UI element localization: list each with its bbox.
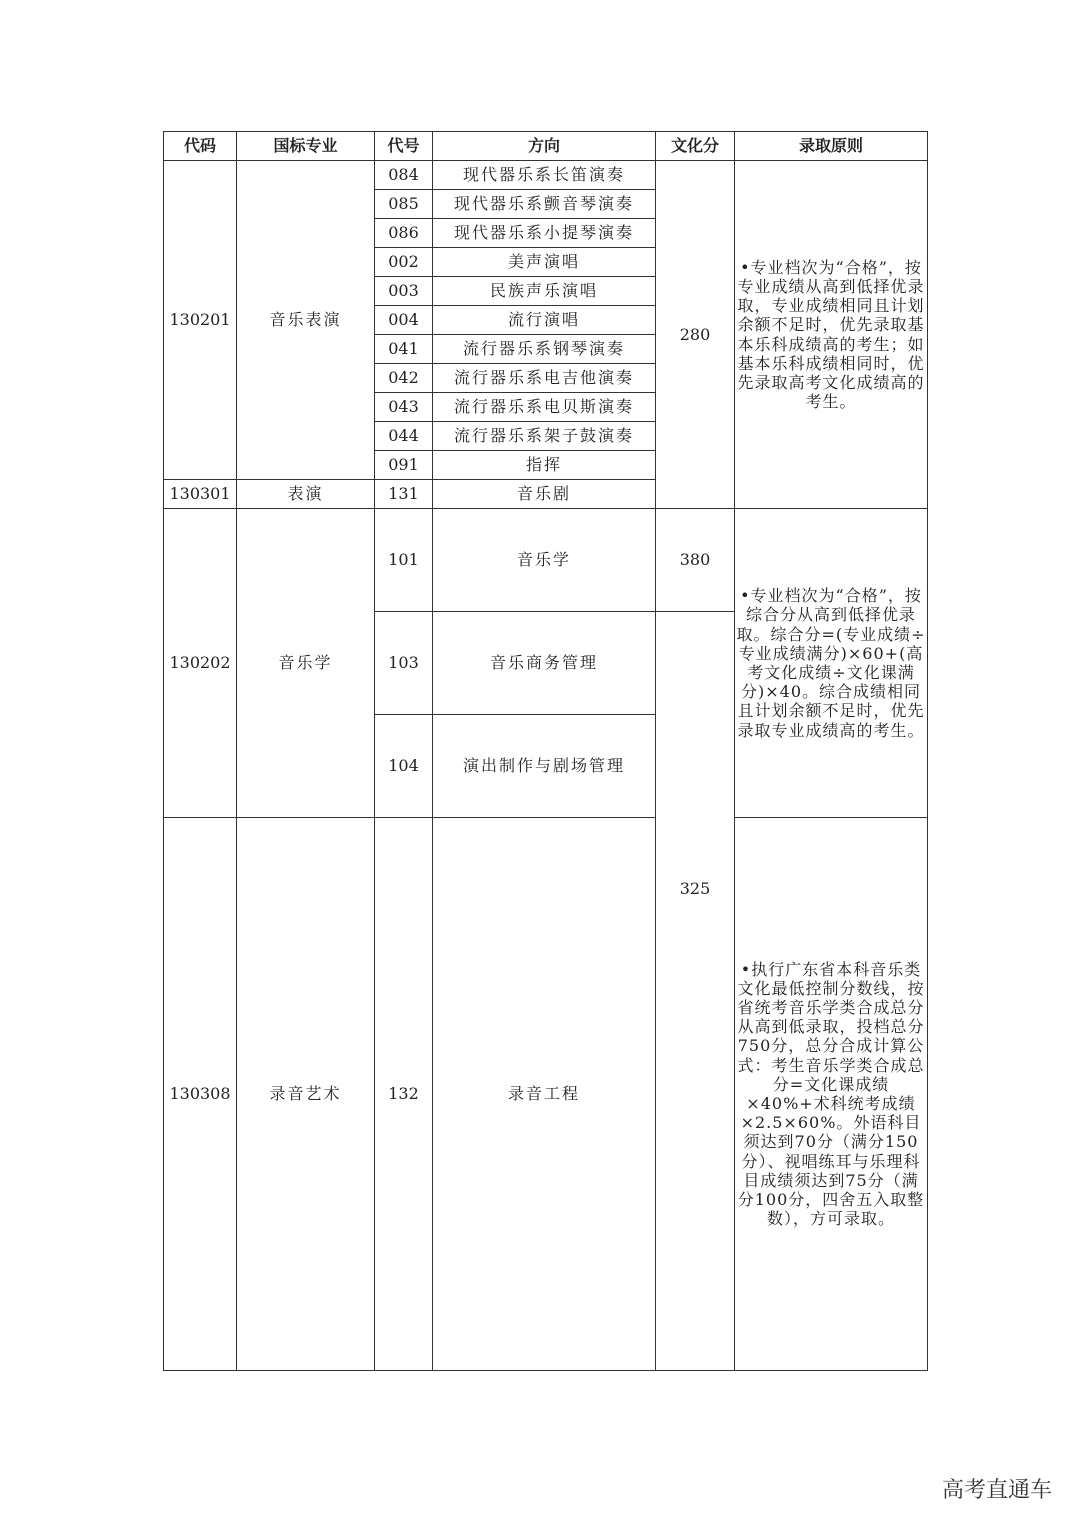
direction-cell: 现代器乐系小提琴演奏 [433, 219, 656, 248]
direction-cell: 录音工程 [433, 818, 656, 1371]
direction-cell: 现代器乐系长笛演奏 [433, 161, 656, 190]
rule-cell: •专业档次为“合格”，按综合分从高到低择优录取。综合分=(专业成绩÷专业成绩满分)×60+(高考文化成绩÷文化课满分)×40。综合成绩相同且计划余额不足时，优先录取专业成绩高的考生。 [735, 509, 928, 818]
num-cell: 086 [375, 219, 433, 248]
table-row [164, 818, 928, 1371]
code-cell: 130202 [164, 509, 237, 818]
direction-cell: 流行演唱 [433, 306, 656, 335]
table-row [164, 161, 928, 190]
code-cell: 130301 [164, 480, 237, 509]
num-cell: 091 [375, 451, 433, 480]
direction-cell: 音乐学 [433, 509, 656, 612]
direction-cell: 美声演唱 [433, 248, 656, 277]
rule-cell: •执行广东省本科音乐类文化最低控制分数线，按省统考音乐学类合成总分从高到低录取，投档总分750分，总分合成计算公式：考生音乐学类合成总分=文化课成绩×40%+术科统考成绩×2.5×60%。外语科目须达到70分（满分150分）、视唱练耳与乐理科目成绩须达到75分（满分100分，四舍五入取整数），方可录取。 [735, 818, 928, 1371]
num-cell: 103 [375, 612, 433, 715]
direction-cell: 指挥 [433, 451, 656, 480]
direction-cell: 音乐剧 [433, 480, 656, 509]
direction-cell: 民族声乐演唱 [433, 277, 656, 306]
direction-cell: 音乐商务管理 [433, 612, 656, 715]
major-cell: 表演 [237, 480, 375, 509]
direction-cell: 流行器乐系电吉他演奏 [433, 364, 656, 393]
num-cell: 085 [375, 190, 433, 219]
num-cell: 101 [375, 509, 433, 612]
num-cell: 084 [375, 161, 433, 190]
num-cell: 003 [375, 277, 433, 306]
direction-cell: 流行器乐系架子鼓演奏 [433, 422, 656, 451]
num-cell: 132 [375, 818, 433, 1371]
header-row [164, 132, 928, 161]
rule-cell: •专业档次为“合格”，按专业成绩从高到低择优录取，专业成绩相同且计划余额不足时，优先录取基本乐科成绩高的考生；如基本乐科成绩相同时，优先录取高考文化成绩高的考生。 [735, 161, 928, 509]
num-cell: 104 [375, 715, 433, 818]
num-cell: 042 [375, 364, 433, 393]
culture-score-cell: 280 [656, 161, 735, 509]
direction-cell: 现代器乐系颤音琴演奏 [433, 190, 656, 219]
code-cell: 130308 [164, 818, 237, 1371]
code-cell: 130201 [164, 161, 237, 480]
header-major: 国标专业 [237, 132, 375, 161]
culture-score-cell: 380 [656, 509, 735, 612]
watermark-text: 高考直通车 [942, 1478, 1053, 1503]
table-row [164, 509, 928, 612]
header-direction: 方向 [433, 132, 656, 161]
num-cell: 041 [375, 335, 433, 364]
num-cell: 002 [375, 248, 433, 277]
major-cell: 录音艺术 [237, 818, 375, 1371]
admission-table [163, 131, 928, 1371]
major-cell: 音乐表演 [237, 161, 375, 480]
culture-score-cell [656, 612, 735, 1371]
num-cell: 043 [375, 393, 433, 422]
culture-score-value: 325 [679, 879, 711, 899]
header-num: 代号 [375, 132, 433, 161]
direction-cell: 演出制作与剧场管理 [433, 715, 656, 818]
header-code: 代码 [164, 132, 237, 161]
direction-cell: 流行器乐系电贝斯演奏 [433, 393, 656, 422]
num-cell: 131 [375, 480, 433, 509]
header-culture-score: 文化分 [656, 132, 735, 161]
direction-cell: 流行器乐系钢琴演奏 [433, 335, 656, 364]
header-rule: 录取原则 [735, 132, 928, 161]
major-cell: 音乐学 [237, 509, 375, 818]
num-cell: 044 [375, 422, 433, 451]
num-cell: 004 [375, 306, 433, 335]
